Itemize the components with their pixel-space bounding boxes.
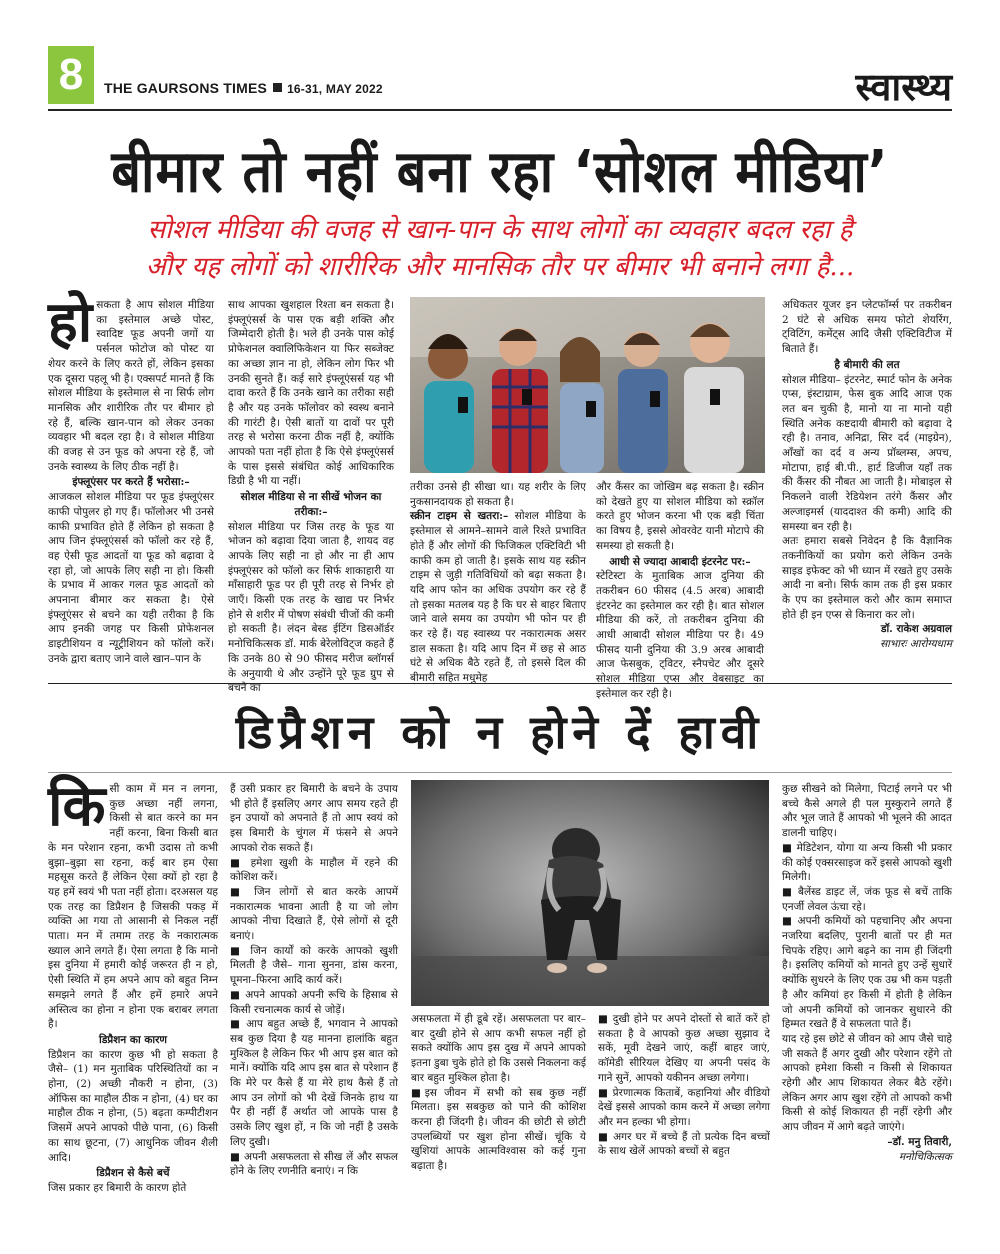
article2-col5-bullet2: ■ बैलेंस्ड डाइट लें, जंक फूड से बचें ताकि एनर्जी लेवल ऊंचा रहे। — [782, 885, 952, 913]
article2-col5-para1: कुछ सीखने को मिलेगा, पिटाई लगने पर भी बच्चे कैसे अगले ही पल मुस्कुराने लगते हैं और भूल जाते हैं आपको भी भूलने की आदत डालनी चाहिए। — [782, 783, 952, 840]
article1-col5-para3: अतः हमारा सबसे निवेदन है कि वैज्ञानिक तकनीकियों का प्रयोग करो लेकिन उनके साइड इफेक्ट को भी ध्यान में रखते हुए उसके आदी ना बनो। सिर्फ काम तक ही इस प्रकार के एप का इस्तेमाल करो और काम समाप्त होते ही इन एप्स से किनारा कर लो। — [782, 535, 952, 621]
article2-col1-subheading1: डिप्रैशन का कारण — [98, 1033, 168, 1046]
masthead — [104, 80, 383, 96]
article2-col2-bullet1: ■ हमेशा खुशी के माहौल में रहने की कोशिश करें। — [230, 856, 398, 884]
article1-col3-para2: सोशल मीडिया के इस्तेमाल से आमने–सामने वाले रिश्ते प्रभावित होते हैं और लोगों की फिजिकल एक्टिविटी भी काफी कम हो जाती है। इसके साथ यह स्क्रीन टाइम से जुड़ी गतिविधियों को बढ़ा सकता है। यदि आप फोन का अधिक उपयोग कर रहे हैं तो इसका मतलब यह है कि घर से बाहर बिताए जाने वाले समय का उपयोग भी फोन पर ही कर रहे हैं। यह स्वास्थ्य पर नकारात्मक असर डाल सकता है। यदि आप दिन में छह से आठ घंटे से अधिक बैठे रहते हैं, तो इससे दिल की बीमारी सहित मधुमेह — [410, 510, 586, 685]
article1-col4-para2: स्टेटिस्टा के मुताबिक आज दुनिया की तकरीबन 60 फीसद (4.5 अरब) आबादी इंटरनेट का इस्तेमाल कर रही है। बात सोशल मीडिया की करें, तो तकरीबन दुनिया की आधी आबादी सोशल मीडिया पर है। 49 फीसद यानी दुनिया की 3.9 अरब आबादी आज फेसबुक, ट्विटर, स्नैपचेट और दूसरे सोशल मीडिया एप्स और वेबसाइट का इस्तेमाल कर रही है। — [596, 570, 764, 700]
article1-col4-para1: और कैंसर का जोखिम बढ़ सकता है। स्क्रीन को देखते हुए या सोशल मीडिया को स्क्रॉल करते हुए भोजन करना भी एक बड़ी चिंता का विषय है, इससे ओवरवेट यानी मोटापे की समस्या हो सकती है। — [596, 481, 764, 552]
article2-headline-divider — [48, 772, 952, 773]
article1-column-3 — [410, 480, 586, 685]
article1-byline: डॉ. राकेश अग्रवाल — [880, 623, 952, 636]
article1-headline: बीमार तो नहीं बना रहा ‘सोशल मीडिया’ — [111, 138, 889, 206]
article2-col2-bullet3: ■ जिन कार्यों को करके आपको खुशी मिलती है जैसे– गाना सुनना, डांस करना, घूमना–फिरना आदि कार्य करें। — [230, 944, 398, 987]
article2-col2-bullet6: ■ अपनी असफलता से सीख लें और सफल होने के लिए रणनीति बनाएं। न कि — [230, 1150, 398, 1178]
paper-name: THE GAURSONS TIMES — [104, 80, 268, 96]
article2-col4-bullet2: ■ प्रेरणात्मक किताबें, कहानियां और वीडियो देखें इससे आपको काम करने में अच्छा लगेगा और मन हल्का भी होगा। — [598, 1086, 770, 1128]
article2-col3-bullet1: ■इस जीवन में सभी को सब कुछ नहीं मिलता। इस सबकुछ को पाने की कोशिश करना ही जिंदगी है। जीवन की छोटी से छोटी उपलब्धियों पर खुश होना सीखें। चूंकि ये खुशियां आपके आत्मविश्वास को कई गुना बढ़ाता है। — [411, 1086, 586, 1173]
article1-col3-para1: तरीका उनसे ही सीखा था। यह शरीर के लिए नुकसानदायक हो सकता है। — [410, 481, 586, 508]
article2-column-1 — [48, 774, 218, 1202]
article2-col4-bullet3: ■ अगर घर में बच्चे हैं तो प्रत्येक दिन बच्चों के साथ खेलें आपको बच्चों से बहुत — [598, 1130, 770, 1158]
article1-col2-para2: सोशल मीडिया पर जिस तरह के फूड या भोजन को बढ़ावा दिया जाता है, शायद वह आपके लिए सही ना हो और ना ही आप इंफ्लूएंसर को फॉलो कर सिर्फ शाकाहारी या माँसाहारी फूड पर ही पूरी तरह से निर्भर हो जाएँ। किसी एक तरह के खाद्य पर निर्भर होने से शरीर में पोषण संबंधी चीजों की कमी हो सकती है। लंदन बेस्ड ईटिंग डिसऑर्डर मनोचिकित्सक डॉ. मार्क बेरेलोविट्ज कहते हैं कि उनके 80 से 90 फीसद मरीज ब्लॉगर्स के अनुयायी थे और उन्होंने पूरे फूड ग्रुप से बचने का — [228, 520, 394, 695]
article2-column-3 — [411, 1012, 586, 1202]
article1-col1-para2: आजकल सोशल मीडिया पर फूड इंफ्लूएंसर काफी पोपुलर हो गए हैं। फॉलोअर भी उनसे काफी प्रभावित होते हैं लेकिन हो सकता है आप जिन इंफ्लूएंसर्स को फॉलो कर रहे हैं, वह ऐसी फूड आदतों या फूड को बढ़ावा दे रहा हो, जो आपके लिए सही ना हो। किसी के प्रभाव में आकर गलत फूड आदतों को अपनाना बीमार कर सकता है। ऐसे इंफ्लूएंसर से बचने का यही तरीका है कि आप इनकी जगह पर किसी प्रोफेशनल डाइटीशियन व न्यूट्रीशियन को फॉलो करें। उनके द्वारा बताए जाने वाले खान–पान के — [48, 491, 214, 665]
article1-column-4 — [596, 480, 764, 700]
article1-column-5 — [782, 298, 952, 683]
article2-col2-bullet4: ■ अपने आपको अपनी रूचि के हिसाब से किसी रचनात्मक कार्य से जोड़ें। — [230, 988, 398, 1016]
article1-col1-para1: सकता है आप सोशल मीडिया का इस्तेमाल अच्छे पोस्ट, स्वादिष्ट फूड अपनी जगों या पर्सनल फोटोज को पोस्ट या शेयर करने के लिए करते हों, लेकिन इसका एक दूसरा पहलू भी है। एक्सपर्ट मानते हैं कि सोशल मीडिया के इस्तेमाल से ना सिर्फ लोग मानसिक और शारीरिक तौर पर बीमार हो रहे हैं, बल्कि खान-पान को लेकर उनका व्यवहार भी बदल रहा है। वे सोशल मीडिया की वजह से उन फूड को अपना रहे हैं, जो उनके स्वास्थ्य के लिए ठीक नहीं है। — [48, 299, 214, 473]
article1-col2-para1: साथ आपका खुशहाल रिश्ता बन सकता है। इंफ्लूएंसर्स के पास एक बड़ी शक्ति और जिम्मेदारी होती है। भले ही उनके पास कोई प्रोफेशनल क्वालिफिकेशन या फिर सब्जेक्ट का अच्छा ज्ञान ना हो, लेकिन लोग फिर भी उनकी सुनते हैं। कई सारे इंफ्लूएंसर्स यह भी दावा करते हैं कि उनके खाने का तरीका सही है और यह उनके फॉलोवर को स्वस्थ बनाने की गारंटी है। ऐसी बातों या दावों पर पूरी तरह से भरोसा करना ठीक नहीं है, क्योंकि आपको पता नहीं होता है कि ऐसे इंफ्लूएंसर्स के पास इससे संबंधित कोई आधिकारिक डिग्री है भी या नहीं। — [228, 299, 394, 488]
depressed-person-photo — [411, 780, 769, 1006]
section-label: स्वास्थ्य — [855, 64, 952, 109]
article1-col1-subheading: इंफ्लूएंसर पर करते हैं भरोसा:– — [72, 476, 190, 489]
article2-col5-bullet1: ■ मेडिटेशन, योगा या अन्य किसी भी प्रकार की कोई एक्सरसाइज करें इससे आपको खुशी मिलेगी। — [782, 841, 953, 884]
article2-col2-bullet5: ■ आप बहुत अच्छे हैं, भगवान ने आपको सब कुछ दिया है यह मानना हालांकि बहुत मुश्किल है लेकिन फिर भी आप इस बात को मानें। क्योंकि यदि आप इस बात से परेशान हैं कि मेरे पर कैसे हैं या मेरे हाथ कैसे हैं तो आप उन लोगों को भी देखें जिनके हाथ या पैर ही नहीं हैं अर्थात जो आपके पास है उसके लिए खुश हों, न कि जो नहीं है उसके लिए दुखी। — [230, 1018, 398, 1148]
article1-col5-para2: सोशल मीडिया– इंटरनेट, स्मार्ट फोन के अनेक एप्स, इंस्टाग्राम, फेस बुक आदि आज एक लत बन चुकी है, मानो या ना मानो यही स्थिति अनेक कष्टदायी बीमारी को बढ़ावा दे रही है। तनाव, अनिद्रा, सिर दर्द (माइग्रेन), आँखों का दर्द व अन्य प्रॉब्लम्स, अपच, मोटापा, हाई बी.पी., हार्ट डिजीज यहाँ तक की कैंसर की नौबत आ जाती है। मोबाइल से निकलने वाली रेडियेशन तरंगे कैंसर और अल्जाइमर्स (याददाश्त की कमी) आदि की समस्या बन रही है। — [782, 373, 952, 533]
article2-col3-para1: असफलता में ही डूबे रहें। असफलता पर बार–बार दुखी होने से आप कभी सफल नहीं हो सकते क्योंकि आप इस दुख में अपने आपको इतना डुबा चुके होते हो कि उससे निकलना कई बार बहुत मुश्किल होता है। — [411, 1013, 586, 1084]
article2-col2-para1: हैं उसी प्रकार हर बिमारी के बचने के उपाय भी होते हैं इसलिए अगर आप समय रहते ही इन उपायों को अपनाते हैं तो आप स्वयं को इस बिमारी के चुंगल में फंसने से अपने आपको रोक सकते हैं। — [230, 783, 398, 854]
article2-col1-para3: जिस प्रकार हर बिमारी के कारण होते — [48, 1181, 187, 1194]
article2-col2-bullet2: ■ जिन लोगों से बात करके आपमें नकारात्मक भावना आती है या जो लोग आपको नीचा दिखाते हैं, ऐसे लोगों से दूरी बनाएं। — [230, 885, 398, 943]
article1-subhead-line1: सोशल मीडिया की वजह से खान-पान के साथ लोगों का व्यवहार बदल रहा है — [147, 215, 853, 245]
article2-col1-para1: सी काम में मन न लगना, कुछ अच्छा नहीं लगना, किसी से बात करने का मन नहीं करना, बिना किसी बात के मन परेशान रहना, कभी उदास तो कभी बुझा–बुझा सा रहना, कई बार हम ऐसा महसूस करते हैं लेकिन ऐसा क्यों हो रहा है यह हमें स्वयं भी पता नहीं होता। दरअसल यह एक तरह का डिप्रैशन है जिसकी पकड़ में व्यक्ति आ गया तो आसानी से निकल नहीं पाता। मन में तमाम तरह के नकारात्मक ख्याल आने लगते हैं। ऐसा लगता है कि मानो इस दुनिया में हमारी कोई जरूरत ही न हो, ऐसी स्थिति में हम अपने आप को बहुत निम्न समझने लगते हैं और हमें हमारे अपने अस्तित्व का होना न होना एक बराबर लगता है। — [48, 783, 218, 1031]
article1-col5-subheading: है बीमारी की लत — [834, 358, 900, 371]
article1-subhead-line2: और यह लोगों को शारीरिक और मानसिक तौर पर बीमार भी बनाने लगा है... — [145, 252, 855, 282]
article1-col2-subheading: सोशल मीडिया से ना सीखें भोजन का तरीका:– — [240, 491, 382, 518]
article1-dropcap: हो — [48, 290, 93, 355]
middle-divider — [48, 683, 952, 684]
article2-column-4 — [598, 1012, 770, 1202]
article2-col1-subheading2: डिप्रैशन से कैसे बचें — [96, 1167, 170, 1180]
top-divider — [48, 109, 952, 111]
article2-dropcap: कि — [48, 774, 106, 839]
article1-column-1 — [48, 290, 214, 678]
page-number: 8 — [48, 46, 94, 104]
article1-col3-subheading: स्क्रीन टाइम से खतरा:– — [410, 510, 509, 523]
article2-column-2 — [230, 782, 398, 1202]
article2-byline-role: मनोचिकित्सक — [898, 1150, 952, 1163]
article1-column-2 — [228, 298, 394, 695]
article1-col5-para1: अधिकतर यूजर इन प्लेटफॉर्म्स पर तकरीबन 2 घंटे से अधिक समय फोटो शेयरिंग, ट्विटिंग, कमेंट्स आदि जैसी एक्टिविटीज में बिताते हैं। — [782, 299, 952, 356]
article2-byline: –डॉ. मनु तिवारी, — [887, 1135, 952, 1148]
article2-headline: डिप्रैशन को न होने दें हावी — [235, 705, 765, 759]
square-separator-icon — [273, 83, 282, 92]
article1-col4-subheading: आधी से ज्यादा आबादी इंटरनेट पर:– — [609, 555, 751, 568]
social-media-users-photo — [410, 297, 765, 473]
article2-col1-para2: डिप्रैशन का कारण कुछ भी हो सकता है जैसे– (1) मन मुताबिक परिस्थितियों का न होना, (2) अच्छी नौकरी न होना, (3) ऑफिस का माहौल ठीक न होना, (4) घर का माहौल ठीक न होना, (5) बढ़ता कम्पीटीशन जिसमें अपने आपको पीछे पाना, (6) किसी का साथ छूटना, (7) आधुनिक जीवन शैली आदि। — [48, 1048, 218, 1164]
article2-column-5 — [782, 782, 952, 1202]
article2-col5-para2: याद रहे इस छोटे से जीवन को आप जैसे चाहे जी सकते हैं अगर दुखी और परेशान रहेंगे तो आपको हमेशा किसी न किसी से शिकायत रहेगी और आप शिकायत लेकर बैठे रहेंगे। लेकिन अगर आप खुश रहेंगे तो आपको कभी किसी से कोई शिकायत ही नहीं रहेगी और आप जीवन में आगे बढ़ते जाएंगे। — [782, 1032, 952, 1134]
article1-source: साभारः आरोग्यधाम — [880, 638, 952, 651]
issue-date: 16-31, MAY 2022 — [287, 82, 383, 96]
article2-col4-bullet1: ■ दुखी होने पर अपने दोस्तों से बातें करें हो सकता है वे आपको कुछ अच्छा सुझाव दे सकें, मूवी देखने जाएं, कहीं बाहर जाएं, कॉमेडी सीरियल देखिए या अपनी पसंद के गाने सुनें, आपको यकीनन अच्छा लगेगा। — [598, 1013, 770, 1084]
article2-col5-bullet3: ■ अपनी कमियों को पहचानिए और अपना नजरिया बदलिए, पुरानी बातों पर ही मत चिपके रहिए। आगे बढ़ने का नाम ही जिंदगी है। इसलिए कमियों को मानते हुए उन्हें सुधारें क्योंकि सुधरने के लिए एक उम्र भी कम पड़ती है और कमियां हर किसी में होती है लेकिन जो अपनी कमियों को जानकर सुधारने की हिम्मत रखते हैं वे सफलता पाते हैं। — [782, 915, 952, 1031]
